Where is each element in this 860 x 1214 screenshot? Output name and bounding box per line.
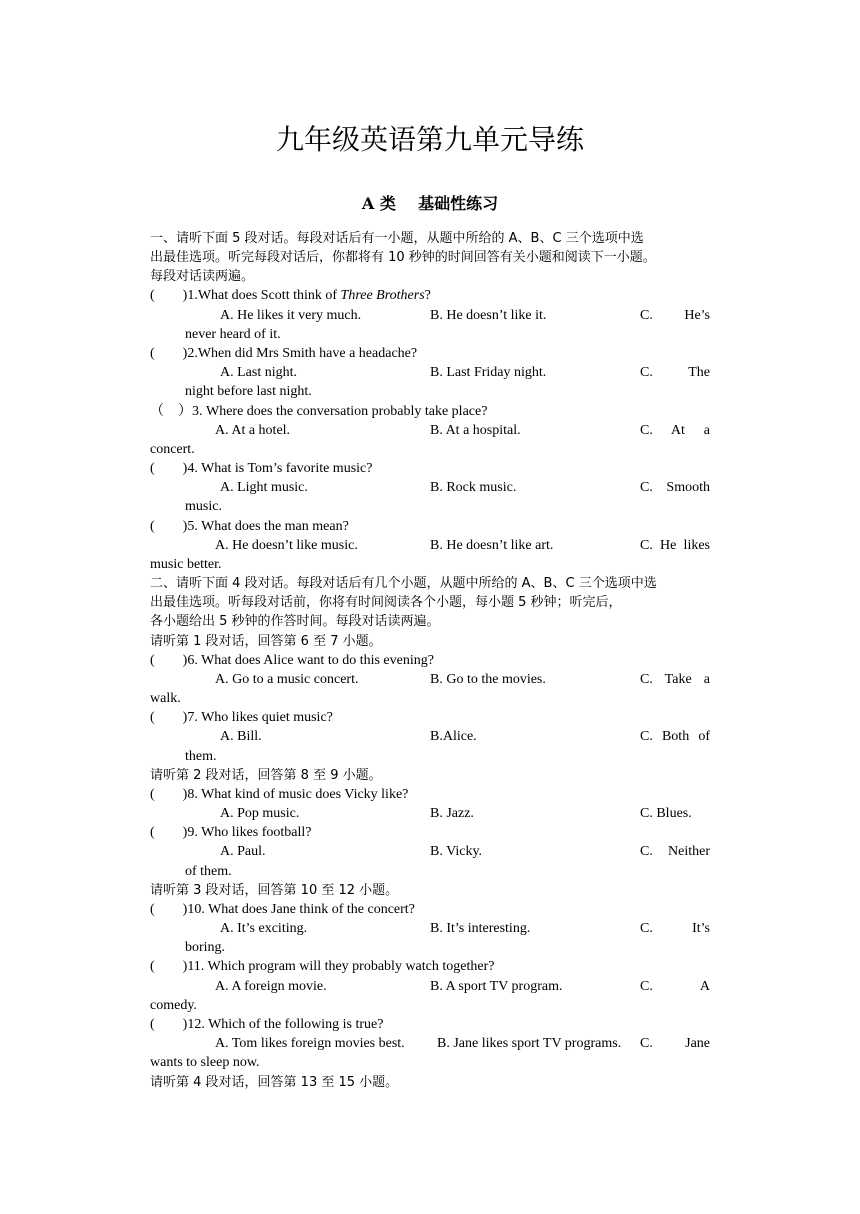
book-title: Three Brothers: [340, 288, 425, 303]
section-a-heading: A 类 基础性练习: [361, 194, 499, 213]
option-b: B. Jane likes sport TV programs.: [437, 1036, 622, 1051]
option-a: A. It’s exciting.: [220, 921, 308, 936]
option-b: B. A sport TV program.: [430, 979, 563, 994]
question-2: ( )2.When did Mrs Smith have a headache?: [150, 346, 418, 361]
option-c-continued: night before last night.: [185, 384, 312, 399]
part2-instruction-line: 各小题给出 5 秒钟的作答时间。每段对话读两遍。: [150, 614, 440, 629]
option-c: C. Smooth: [640, 480, 710, 495]
option-c: C. Neither: [640, 844, 710, 859]
option-b: B.Alice.: [430, 729, 477, 744]
question-5-options: [150, 536, 710, 555]
option-c: C. It’s: [640, 921, 710, 936]
question-1-options: [150, 306, 710, 325]
option-b: B. Last Friday night.: [430, 365, 547, 380]
question-11-options: [150, 977, 710, 996]
answer-bracket[interactable]: ( ): [150, 710, 188, 725]
option-b: B. He doesn’t like art.: [430, 538, 554, 553]
dialog-1-prompt: 请听第 1 段对话，回答第 6 至 7 小题。: [150, 634, 382, 649]
part2-instruction-line: 出最佳选项。听每段对话前，你将有时间阅读各个小题，每小题 5 秒钟；听完后，: [150, 595, 622, 610]
question-3: （ ）3. Where does the conversation probably take place?: [150, 404, 488, 419]
answer-bracket[interactable]: ( ): [150, 959, 188, 974]
answer-bracket[interactable]: ( ): [150, 288, 188, 303]
option-c-continued: concert.: [150, 442, 195, 457]
question-3-options: [150, 421, 710, 440]
option-a: A. Go to a music concert.: [215, 672, 359, 687]
dialog-2-prompt: 请听第 2 段对话，回答第 8 至 9 小题。: [150, 768, 382, 783]
part2-instruction-line: 二、请听下面 4 段对话。每段对话后有几个小题，从题中所给的 A、B、C 三个选项中选: [150, 576, 657, 591]
part1-instruction-line: 每段对话读两遍。: [150, 269, 255, 284]
answer-bracket[interactable]: ( ): [150, 346, 188, 361]
option-c-continued: never heard of it.: [185, 327, 281, 342]
answer-bracket[interactable]: ( ): [150, 461, 188, 476]
answer-bracket[interactable]: ( ): [150, 653, 188, 668]
option-a: A. A foreign movie.: [215, 979, 327, 994]
question-4: ( )4. What is Tom’s favorite music?: [150, 461, 373, 476]
option-b: B. Jazz.: [430, 806, 474, 821]
option-c-continued: walk.: [150, 691, 181, 706]
option-c-continued: music better.: [150, 557, 222, 572]
question-7: ( )7. Who likes quiet music?: [150, 710, 333, 725]
question-5: ( )5. What does the man mean?: [150, 519, 349, 534]
question-12: ( )12. Which of the following is true?: [150, 1017, 384, 1032]
question-11: ( )11. Which program will they probably watch together?: [150, 959, 495, 974]
option-c: C. He likes: [640, 538, 710, 553]
option-b: B. Vicky.: [430, 844, 483, 859]
option-a: A. Tom likes foreign movies best.: [215, 1036, 405, 1051]
question-4-options: [150, 478, 710, 497]
question-9: ( )9. Who likes football?: [150, 825, 312, 840]
question-8-options: [150, 804, 710, 823]
question-6: ( )6. What does Alice want to do this evening?: [150, 653, 434, 668]
part1-instruction-line: 一、请听下面 5 段对话。每段对话后有一小题，从题中所给的 A、B、C 三个选项中选: [150, 231, 644, 246]
option-b: B. He doesn’t like it.: [430, 308, 547, 323]
question-12-options: [150, 1034, 710, 1053]
option-c: C. He’s: [640, 308, 710, 323]
option-b: B. Rock music.: [430, 480, 517, 495]
dialog-4-prompt: 请听第 4 段对话，回答第 13 至 15 小题。: [150, 1075, 399, 1090]
option-c: C. The: [640, 365, 710, 380]
option-a: A. Paul.: [220, 844, 266, 859]
option-c: C. Jane: [640, 1036, 710, 1051]
option-c-continued: music.: [185, 499, 222, 514]
option-a: A. Last night.: [220, 365, 297, 380]
question-9-options: [150, 842, 710, 861]
question-10-options: [150, 919, 710, 938]
option-c-continued: them.: [185, 749, 217, 764]
option-b: B. Go to the movies.: [430, 672, 546, 687]
option-c: C. Both of: [640, 729, 710, 744]
option-c-continued: boring.: [185, 940, 226, 955]
answer-bracket[interactable]: ( ): [150, 902, 188, 917]
option-c-continued: comedy.: [150, 998, 197, 1013]
document-title: 九年级英语第九单元导练: [275, 123, 584, 156]
option-a: A. At a hotel.: [215, 423, 291, 438]
question-2-options: [150, 363, 710, 382]
option-b: B. At a hospital.: [430, 423, 521, 438]
answer-bracket[interactable]: ( ): [150, 519, 188, 534]
option-b: B. It’s interesting.: [430, 921, 531, 936]
option-a: A. Pop music.: [220, 806, 300, 821]
part1-instruction-line: 出最佳选项。听完每段对话后，你都将有 10 秒钟的时间回答有关小题和阅读下一小题。: [150, 250, 656, 265]
answer-bracket[interactable]: （ ）: [150, 404, 192, 419]
option-c: C. Blues.: [640, 806, 692, 821]
answer-bracket[interactable]: ( ): [150, 787, 188, 802]
option-c: C. At a: [640, 423, 710, 438]
question-6-options: [150, 670, 710, 689]
question-1: ( )1.What does Scott think of Three Brothers?: [150, 288, 431, 303]
question-10: ( )10. What does Jane think of the concert?: [150, 902, 415, 917]
option-a: A. Bill.: [220, 729, 262, 744]
answer-bracket[interactable]: ( ): [150, 1017, 188, 1032]
dialog-3-prompt: 请听第 3 段对话，回答第 10 至 12 小题。: [150, 883, 399, 898]
option-c-continued: wants to sleep now.: [150, 1055, 260, 1070]
answer-bracket[interactable]: ( ): [150, 825, 188, 840]
option-a: A. Light music.: [220, 480, 308, 495]
question-7-options: [150, 727, 710, 746]
option-c: C. A: [640, 979, 710, 994]
option-c-continued: of them.: [185, 864, 232, 879]
question-8: ( )8. What kind of music does Vicky like?: [150, 787, 409, 802]
option-c: C. Take a: [640, 672, 710, 687]
option-a: A. He doesn’t like music.: [215, 538, 358, 553]
option-a: A. He likes it very much.: [220, 308, 362, 323]
